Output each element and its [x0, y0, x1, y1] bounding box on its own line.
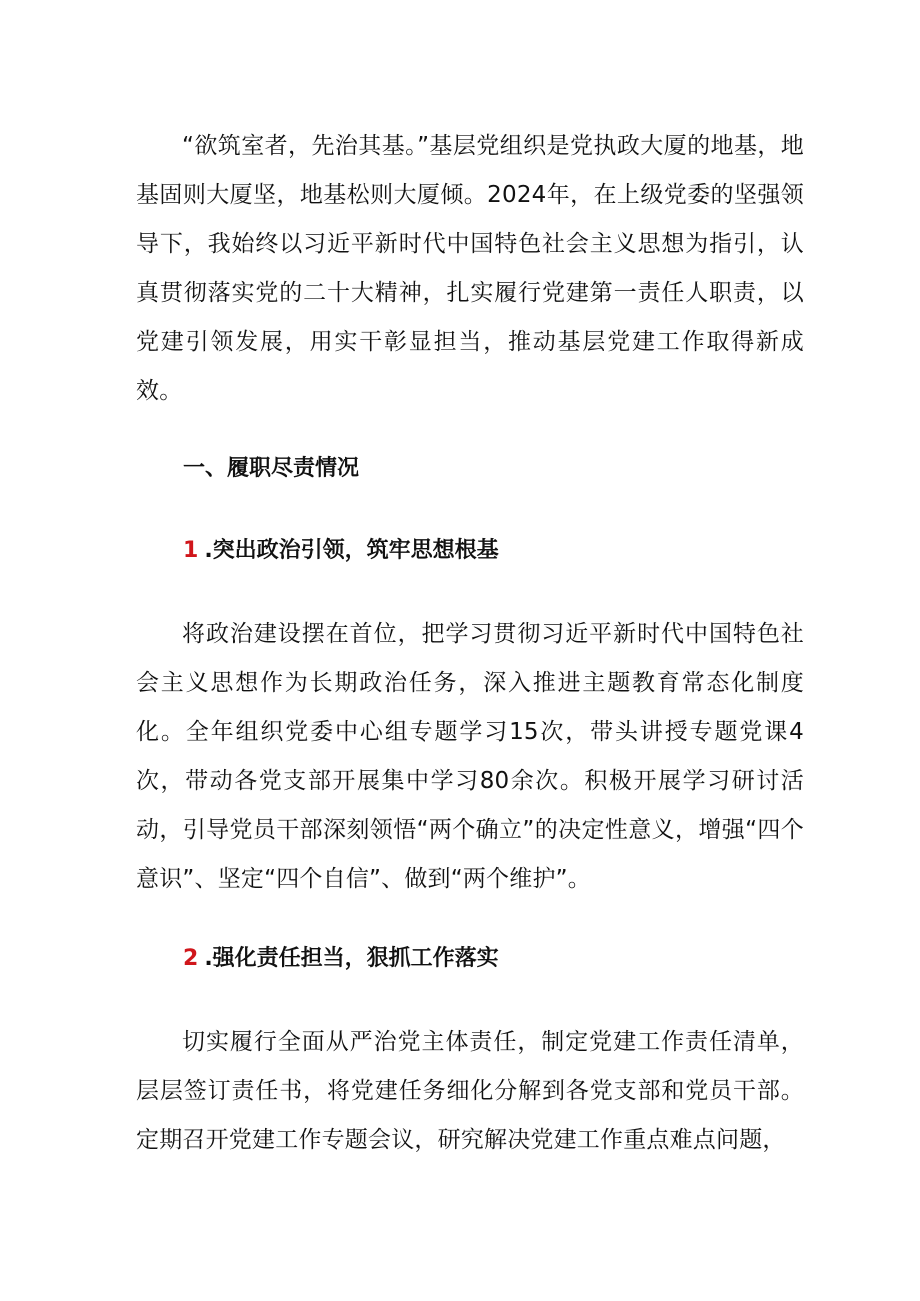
section-title: 一、履职尽责情况 [183, 456, 360, 481]
item-1-number: 1 [183, 538, 199, 563]
item-2-heading [183, 944, 499, 974]
item-1-heading [183, 536, 499, 566]
item-2-body: 切实履行全面从严治党主体责任，制定党建工作责任清单，层层签订责任书，将党建任务细化分解到各党支部和党员干部。定期召开党建工作专题会议，研究解决党建工作重点难点问题， [136, 1029, 804, 1153]
item-1-body: 将政治建设摆在首位，把学习贯彻习近平新时代中国特色社会主义思想作为长期政治任务，深入推进主题教育常态化制度化。全年组织党委中心组专题学习15次，带头讲授专题党课4次，带动各党支部开展集中学习80余次。积极开展学习研讨活动，引导党员干部深刻领悟“两个确立”的决定性意义，增强“四个意识”、坚定“四个自信”、做到“两个维护”。 [136, 621, 804, 892]
item-2-title: .强化责任担当，狠抓工作落实 [204, 946, 499, 971]
intro-paragraph: “欲筑室者，先治其基。”基层党组织是党执政大厦的地基，地基固则大厦坚，地基松则大厦倾。2024年，在上级党委的坚强领导下，我始终以习近平新时代中国特色社会主义思想为指引，认真贯彻落实党的二十大精神，扎实履行党建第一责任人职责，以党建引领发展，用实干彰显担当，推动基层党建工作取得新成效。 [136, 133, 804, 404]
item-2-number: 2 [183, 946, 199, 971]
item-1-title: .突出政治引领，筑牢思想根基 [204, 538, 499, 563]
